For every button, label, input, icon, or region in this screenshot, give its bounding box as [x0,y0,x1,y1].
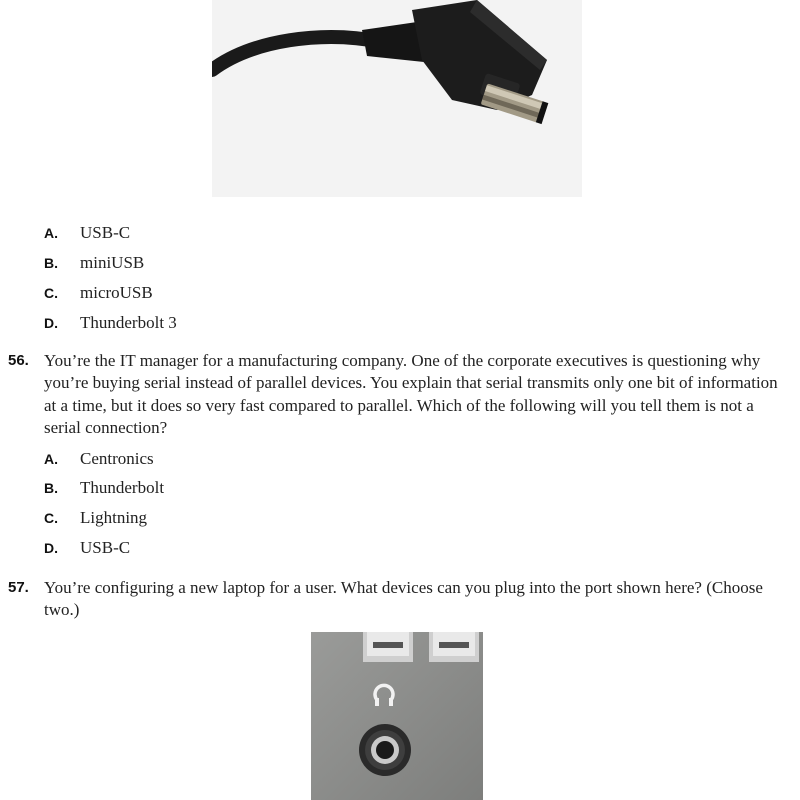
option-letter: A. [44,451,58,467]
option-letter: D. [44,315,58,331]
option-d[interactable] [44,313,177,333]
option-letter: B. [44,255,58,271]
option-letter: B. [44,480,58,496]
question-number: 57. [8,579,29,596]
option-text: USB-C [80,223,131,242]
option-letter: A. [44,225,58,241]
option-a[interactable] [44,449,154,469]
option-text: Centronics [80,449,154,468]
option-letter: D. [44,540,58,556]
option-b[interactable] [44,478,164,498]
option-c[interactable] [44,508,147,528]
option-letter: C. [44,510,58,526]
option-text: Thunderbolt [80,478,165,497]
option-d[interactable] [44,538,130,558]
question-number: 56. [8,352,29,369]
option-text: microUSB [80,283,153,302]
microusb-cable-photo [212,0,582,197]
option-b[interactable] [44,253,144,273]
option-text: Thunderbolt 3 [80,313,177,332]
option-text: Lightning [80,508,148,527]
question-stem: You’re the IT manager for a manufacturing company. One of the corporate executives is questioning why you’re buying serial instead of parallel devices. You explain that serial transmits only one bit of information at a time, but it does so very fast compared to parallel. Which of the following will you tell them is not a serial connection? [44,351,778,437]
headphone-jack-port-photo [311,632,483,800]
option-text: USB-C [80,538,131,557]
option-text: miniUSB [80,253,145,272]
option-letter: C. [44,285,58,301]
option-c[interactable] [44,283,153,303]
option-a[interactable] [44,223,130,243]
question-stem: You’re configuring a new laptop for a user. What devices can you plug into the port shown here? (Choose two.) [44,578,763,620]
